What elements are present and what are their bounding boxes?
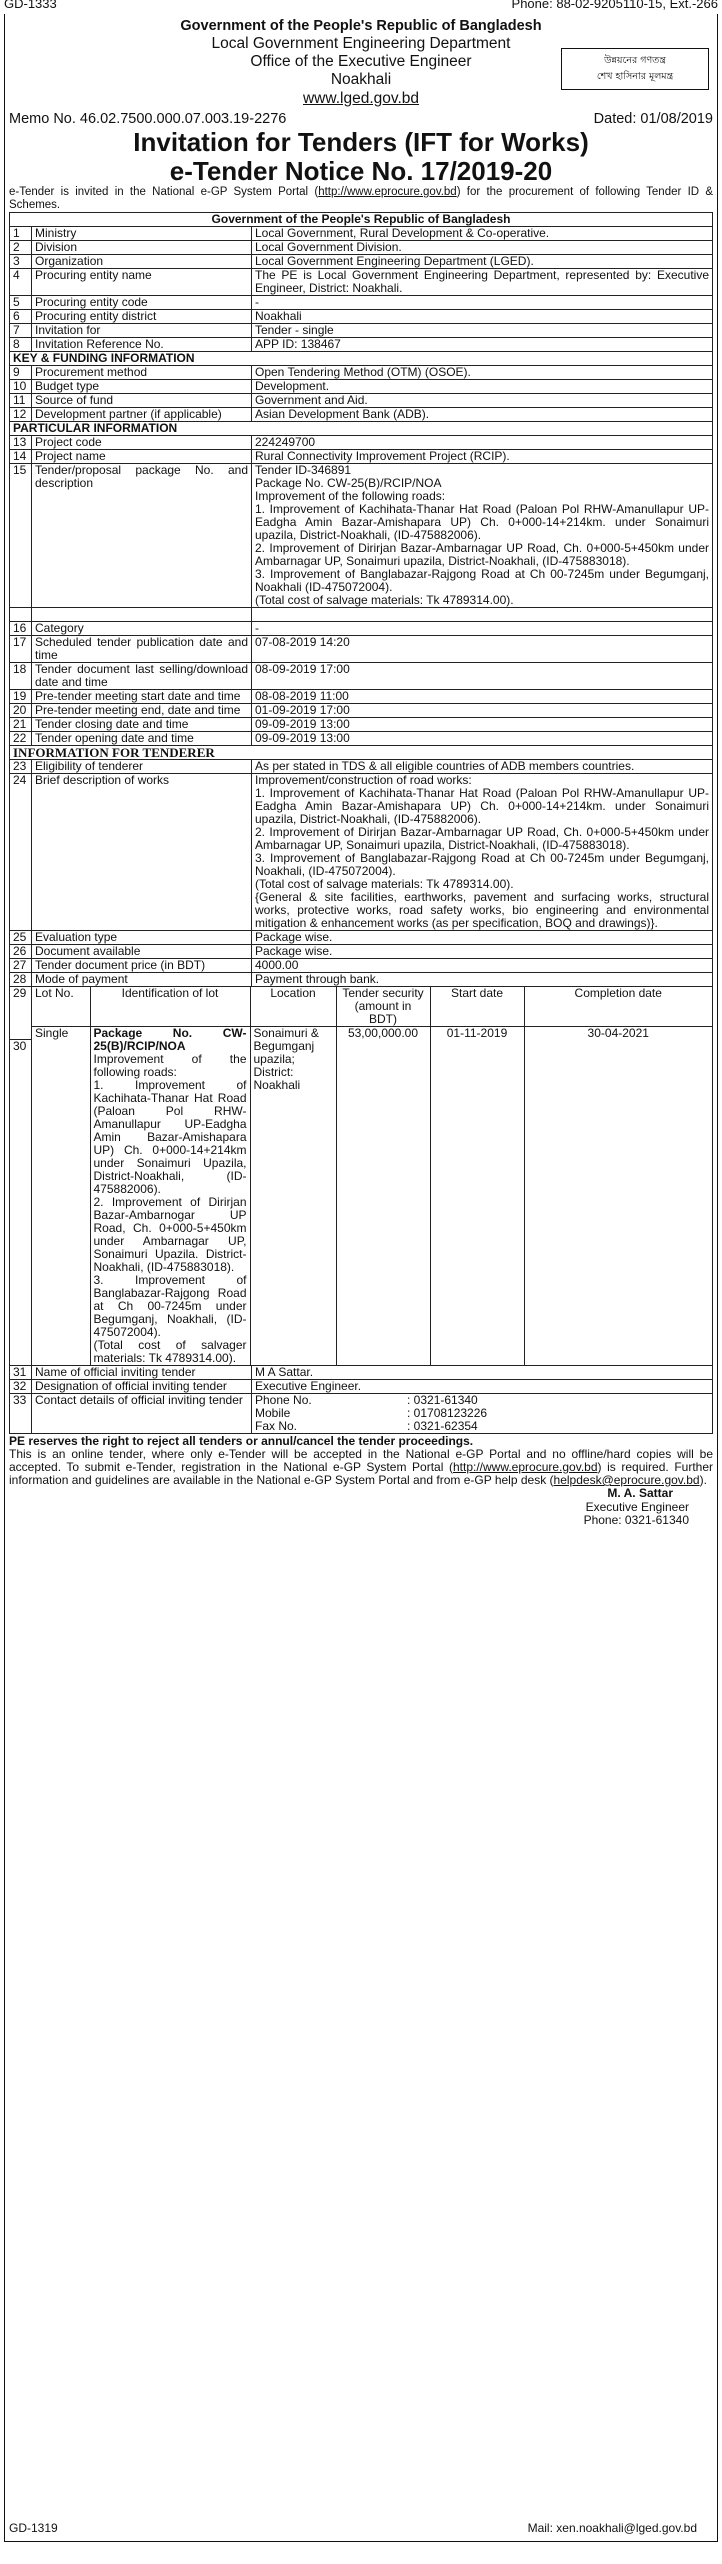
field-value: Government and Aid. [252, 394, 713, 408]
table-row [10, 366, 713, 380]
lot-start-date: 01-11-2019 [430, 1027, 524, 1366]
memo-number: Memo No. 46.02.7500.000.07.003.19-2276 [9, 111, 287, 127]
row-number: 24 [10, 774, 32, 931]
field-value: The PE is Local Government Engineering Department, represented by: Executive Engineer, District: Noakhali. [252, 269, 713, 296]
office-name: Office of the Executive Engineer [250, 53, 472, 70]
memo-line [9, 110, 713, 128]
description-line: (Total cost of salvage materials: Tk 4789314.00). [255, 877, 514, 891]
row-number: 8 [10, 338, 32, 352]
field-label: Procurement method [32, 366, 252, 380]
lot-description-line: 1. Improvement of Kachihata-Thanar Hat Road (Paloan Pol RHW-Amanullapur UP-Eadgha Amin Bazar-Amishapara UP) Ch. 0+000-14+214km under Sonaimuri Upazila, District-Noakhali, (ID-475882006). [93, 1078, 247, 1196]
description-line: {General & site facilities, earthworks, pavement and surfacing works, structural works, protective works, road safety works, bio engineering and environmental mitigation & enhancement works (as per specification, BOQ and drawings)}. [255, 890, 709, 930]
lot-header-row [10, 987, 713, 1366]
table-row [10, 718, 713, 732]
blank-cell [252, 608, 713, 622]
reserve-statement: PE reserves the right to reject all tenders or annul/cancel the tender proceedings. [9, 1434, 474, 1448]
field-label: Ministry [32, 227, 252, 241]
field-label: Development partner (if applicable) [32, 408, 252, 422]
row-number: 21 [10, 718, 32, 732]
field-label: Pre-tender meeting end, date and time [32, 704, 252, 718]
blank-row [10, 608, 713, 622]
lot-description-line: Improvement of the following roads: [93, 1052, 247, 1079]
row-number: 32 [10, 1380, 32, 1394]
field-label: Project name [32, 450, 252, 464]
field-value: Package wise. [252, 931, 713, 945]
table-row [10, 227, 713, 241]
description-line: Improvement of the following roads: [255, 489, 446, 503]
description-line: Improvement/construction of road works: [255, 773, 472, 787]
field-label: Evaluation type [32, 931, 252, 945]
table-row [10, 704, 713, 718]
section-tenderer: INFORMATION FOR TENDERER [10, 746, 713, 760]
row-number: 18 [10, 663, 32, 690]
lot-identification [90, 1027, 250, 1366]
field-label: Tender opening date and time [32, 732, 252, 746]
field-value: Open Tendering Method (OTM) (OSOE). [252, 366, 713, 380]
signatory-title: Executive Engineer [585, 1499, 689, 1514]
contact-row [255, 1407, 709, 1420]
top-code: GD-1333 [4, 0, 57, 11]
field-value: 08-09-2019 17:00 [252, 663, 713, 690]
row-number: 17 [10, 636, 32, 663]
field-value: 09-09-2019 13:00 [252, 732, 713, 746]
website-link[interactable]: www.lged.gov.bd [302, 90, 420, 107]
field-label: Category [32, 622, 252, 636]
row-number: 11 [10, 394, 32, 408]
table-row [10, 774, 713, 931]
table-row [10, 973, 713, 987]
field-label: Tender document price (in BDT) [32, 959, 252, 973]
section-key-funding: KEY & FUNDING INFORMATION [10, 352, 713, 366]
section-row [10, 746, 713, 760]
field-value: 01-09-2019 17:00 [252, 704, 713, 718]
row-number: 22 [10, 732, 32, 746]
table-row [10, 408, 713, 422]
lot-description-line: 3. Improvement of Banglabazar-Rajgong Road at Ch 00-7245m under Begumganj, Noakhali, (ID-475072004). [93, 1273, 247, 1339]
field-label: Procuring entity district [32, 310, 252, 324]
field-value: Asian Development Bank (ADB). [252, 408, 713, 422]
top-phone: Phone: 88-02-9205110-15, Ext.-266 [511, 0, 718, 11]
notes-p2: ) is required. Further information and guidelines are available in the National e-GP System Portal and from e-GP help desk ( [9, 1460, 714, 1487]
field-label: Invitation for [32, 324, 252, 338]
helpdesk-link[interactable]: helpdesk@eprocure.gov.bd [553, 1473, 700, 1487]
description-line: (Total cost of salvage materials: Tk 4789314.00). [255, 593, 514, 607]
place-name: Noakhali [330, 71, 392, 88]
row-number: 28 [10, 973, 32, 987]
notes-p1: This is an online tender, where only e-Tender will be accepted in the National e-GP Portal and no offline/hard copies will be accepted. To submit e-Tender, registration in the National e-GP System Portal ( [9, 1447, 713, 1474]
footer-code: GD-1319 [9, 2521, 58, 2535]
field-value: 4000.00 [252, 959, 713, 973]
row-number: 23 [10, 760, 32, 774]
intro-after: ) for the procurement of following Tender ID & Schemes. [9, 186, 713, 211]
field-value: 224249700 [252, 436, 713, 450]
lot-package: Package No. CW-25(B)/RCIP/NOA [93, 1026, 247, 1053]
works-description [252, 774, 713, 931]
field-value: Development. [252, 380, 713, 394]
contact-details [252, 1394, 713, 1434]
signature-block [9, 1487, 713, 1528]
row-number: 12 [10, 408, 32, 422]
slogan-line-1: উন্নয়নের গণতন্ত্র [604, 55, 666, 66]
lot-table-container [32, 987, 713, 1366]
field-label: Tender document last selling/download date and time [32, 663, 252, 690]
section-particular: PARTICULAR INFORMATION [10, 422, 713, 436]
field-label: Designation of official inviting tender [32, 1380, 252, 1394]
field-label: Invitation Reference No. [32, 338, 252, 352]
field-label: Pre-tender meeting start date and time [32, 690, 252, 704]
row-number: 25 [10, 931, 32, 945]
table-row [10, 464, 713, 608]
table-row [10, 1394, 713, 1434]
lot-description-line: (Total cost of salvager materials: Tk 4789314.00). [93, 1338, 247, 1365]
field-value: Local Government Engineering Department (LGED). [252, 255, 713, 269]
letterhead [9, 14, 713, 108]
field-label: Division [32, 241, 252, 255]
notice-title: Invitation for Tenders (IFT for Works) [133, 127, 589, 157]
description-line: 3. Improvement of Banglabazar-Rajgong Road at Ch 00-7245m under Begumganj, Noakhali, (ID-475072004). [255, 851, 709, 878]
notes-text [9, 1448, 713, 1487]
field-value: 08-08-2019 11:00 [252, 690, 713, 704]
table-row [10, 450, 713, 464]
contact-value[interactable]: : 0321-62354 [407, 1419, 478, 1433]
field-label: Procuring entity code [32, 296, 252, 310]
field-value: Local Government Division. [252, 241, 713, 255]
table-row [10, 931, 713, 945]
row-number: 4 [10, 269, 32, 296]
memo-date: Dated: 01/08/2019 [593, 111, 713, 127]
row-number: 15 [10, 464, 32, 608]
field-label: Contact details of official inviting tender [32, 1394, 252, 1434]
page [4, 0, 718, 2542]
field-value: As per stated in TDS & all eligible countries of ADB members countries. [252, 760, 713, 774]
field-label: Project code [32, 436, 252, 450]
field-label: Budget type [32, 380, 252, 394]
field-value: 09-09-2019 13:00 [252, 718, 713, 732]
signatory-mail[interactable]: Mail: xen.noakhali@lged.gov.bd [527, 2521, 697, 2535]
table-row [10, 255, 713, 269]
row-number: 27 [10, 959, 32, 973]
field-label: Eligibility of tenderer [32, 760, 252, 774]
top-strip [4, 0, 718, 14]
row-number: 14 [10, 450, 32, 464]
field-value: M A Sattar. [252, 1366, 713, 1380]
eprocure-link-2[interactable]: http://www.eprocure.gov.bd [452, 1460, 598, 1474]
row-number: 2 [10, 241, 32, 255]
lot-col-header: Lot No. [32, 987, 90, 1027]
row-number: 10 [10, 380, 32, 394]
table-row [10, 1380, 713, 1394]
blank-cell [10, 608, 32, 622]
row-number: 3 [10, 255, 32, 269]
field-label: Name of official inviting tender [32, 1366, 252, 1380]
field-value: Local Government, Rural Development & Co-operative. [252, 227, 713, 241]
field-value: Payment through bank. [252, 973, 713, 987]
row-number: 30 [13, 1039, 27, 1053]
field-value: Noakhali [252, 310, 713, 324]
description-line: Tender ID-346891 [255, 463, 352, 477]
description-line: Package No. CW-25(B)/RCIP/NOA [255, 476, 442, 490]
table-gov-header: Government of the People's Republic of Bangladesh [10, 213, 713, 227]
table-row [10, 959, 713, 973]
lot-completion-date: 30-04-2021 [524, 1027, 712, 1366]
field-label: Organization [32, 255, 252, 269]
row-number: 20 [10, 704, 32, 718]
signatory-phone: Phone: 0321-61340 [583, 1513, 689, 1527]
intro-before: e-Tender is invited in the National e-GP System Portal ( [9, 186, 319, 198]
notice-subtitle: e-Tender Notice No. 17/2019-20 [169, 156, 553, 186]
table-row [10, 636, 713, 663]
slogan-line-2: শেখ হাসিনার মূলমন্ত্র [596, 71, 674, 82]
table-row [10, 296, 713, 310]
notes-p3: ). [699, 1473, 707, 1487]
table-row [10, 945, 713, 959]
section-row [10, 422, 713, 436]
field-label: Procuring entity name [32, 269, 252, 296]
table-row [10, 622, 713, 636]
field-label: Tender closing date and time [32, 718, 252, 732]
description-line: 3. Improvement of Banglabazar-Rajgong Road at Ch 00-7245m under Begumganj, Noakhali (ID-475072004). [255, 567, 709, 594]
row-number: 31 [10, 1366, 32, 1380]
row-number: 33 [10, 1394, 32, 1434]
contact-key: Mobile [255, 1406, 291, 1420]
field-value: 07-08-2019 14:20 [252, 636, 713, 663]
row-number: 6 [10, 310, 32, 324]
table-row [10, 310, 713, 324]
lot-row [32, 1027, 712, 1366]
table-row [10, 269, 713, 296]
table-row [10, 338, 713, 352]
intro-text [9, 186, 713, 212]
table-row [10, 690, 713, 704]
security-col-header: Tender security (amount in BDT) [336, 987, 430, 1027]
table-row [10, 380, 713, 394]
description-line: 2. Improvement of Dirirjan Bazar-Ambarnagar UP Road, Ch. 0+000-5+450km under Ambarnagar UP, Sonaimuri upazila, District-Noakhali, (ID-475883018). [255, 825, 709, 852]
slogan-box [561, 48, 709, 90]
row-number: 29 [10, 987, 31, 1040]
signatory-name: M. A. Sattar [607, 1486, 673, 1500]
eprocure-link[interactable]: http://www.eprocure.gov.bd [318, 186, 457, 198]
description-line: 1. Improvement of Kachihata-Thanar Hat Road (Paloan Pol RHW-Amanullapur UP-Eadgha Amin Bazar-Amishapara UP) Ch. 0+000-14+214km. under Sonaimuri upazila, District-Noakhali, (ID-475882006). [255, 786, 709, 826]
package-description [252, 464, 713, 608]
row-number: 16 [10, 622, 32, 636]
field-value: Rural Connectivity Improvement Project (RCIP). [252, 450, 713, 464]
row-number: 5 [10, 296, 32, 310]
row-number [10, 987, 32, 1366]
field-value: Executive Engineer. [252, 1380, 713, 1394]
field-label: Tender/proposal package No. and description [32, 464, 252, 608]
lot-table [32, 987, 712, 1365]
row-number: 1 [10, 227, 32, 241]
lot-number: Single [32, 1027, 90, 1366]
lot-location: Sonaimuri & Begumganj upazila; District: Noakhali [250, 1027, 336, 1366]
lot-header [32, 987, 712, 1027]
contact-value[interactable]: : 01708123226 [407, 1406, 488, 1420]
field-value: - [252, 622, 713, 636]
row-number: 19 [10, 690, 32, 704]
description-line: 1. Improvement of Kachihata-Thanar Hat Road (Paloan Pol RHW-Amanullapur UP-Eadgha Amin Bazar-Amishapara UP) Ch. 0+000-14+214km. under Sonaimuri upazila, District-Noakhali, (ID-475882006). [255, 502, 709, 542]
field-label: Source of fund [32, 394, 252, 408]
field-label: Document available [32, 945, 252, 959]
dept-name: Local Government Engineering Department [211, 35, 511, 52]
contact-key: Phone No. [255, 1393, 312, 1407]
table-row [10, 436, 713, 450]
table-row [10, 663, 713, 690]
field-value: Tender - single [252, 324, 713, 338]
field-label: Mode of payment [32, 973, 252, 987]
table-row [10, 241, 713, 255]
lot-description-line: 2. Improvement of Dirirjan Bazar-Ambarnogar UP Road, Ch. 0+000-5+450km under Ambarnagar UP, Sonaimuri Upazila. District-Noakhali, (ID-475883018). [93, 1195, 247, 1274]
field-value: Package wise. [252, 945, 713, 959]
contact-value[interactable]: : 0321-61340 [407, 1393, 478, 1407]
ident-col-header: Identification of lot [90, 987, 250, 1027]
blank-cell [32, 608, 252, 622]
description-line: 2. Improvement of Dirirjan Bazar-Ambarnagar UP Road, Ch. 0+000-5+450km under Ambarnagar UP, Sonaimuri upazila, District-Noakhali, (ID-475883018). [255, 541, 709, 568]
field-label: Scheduled tender publication date and time [32, 636, 252, 663]
table-row [10, 324, 713, 338]
table-row [10, 1366, 713, 1380]
row-number: 9 [10, 366, 32, 380]
field-value: APP ID: 138467 [252, 338, 713, 352]
contact-key: Fax No. [255, 1419, 298, 1433]
row-number: 13 [10, 436, 32, 450]
start-col-header: Start date [430, 987, 524, 1027]
contact-row [255, 1420, 709, 1433]
completion-col-header: Completion date [524, 987, 712, 1027]
table-row [10, 732, 713, 746]
row-number: 26 [10, 945, 32, 959]
location-col-header: Location [250, 987, 336, 1027]
tender-table [9, 212, 713, 1434]
section-row [10, 352, 713, 366]
gov-title: Government of the People's Republic of Bangladesh [180, 18, 542, 34]
table-row [10, 760, 713, 774]
table-row [10, 394, 713, 408]
field-value: - [252, 296, 713, 310]
row-number: 7 [10, 324, 32, 338]
lot-security: 53,00,000.00 [336, 1027, 430, 1366]
notice-frame [4, 14, 718, 2542]
field-label: Brief description of works [32, 774, 252, 931]
